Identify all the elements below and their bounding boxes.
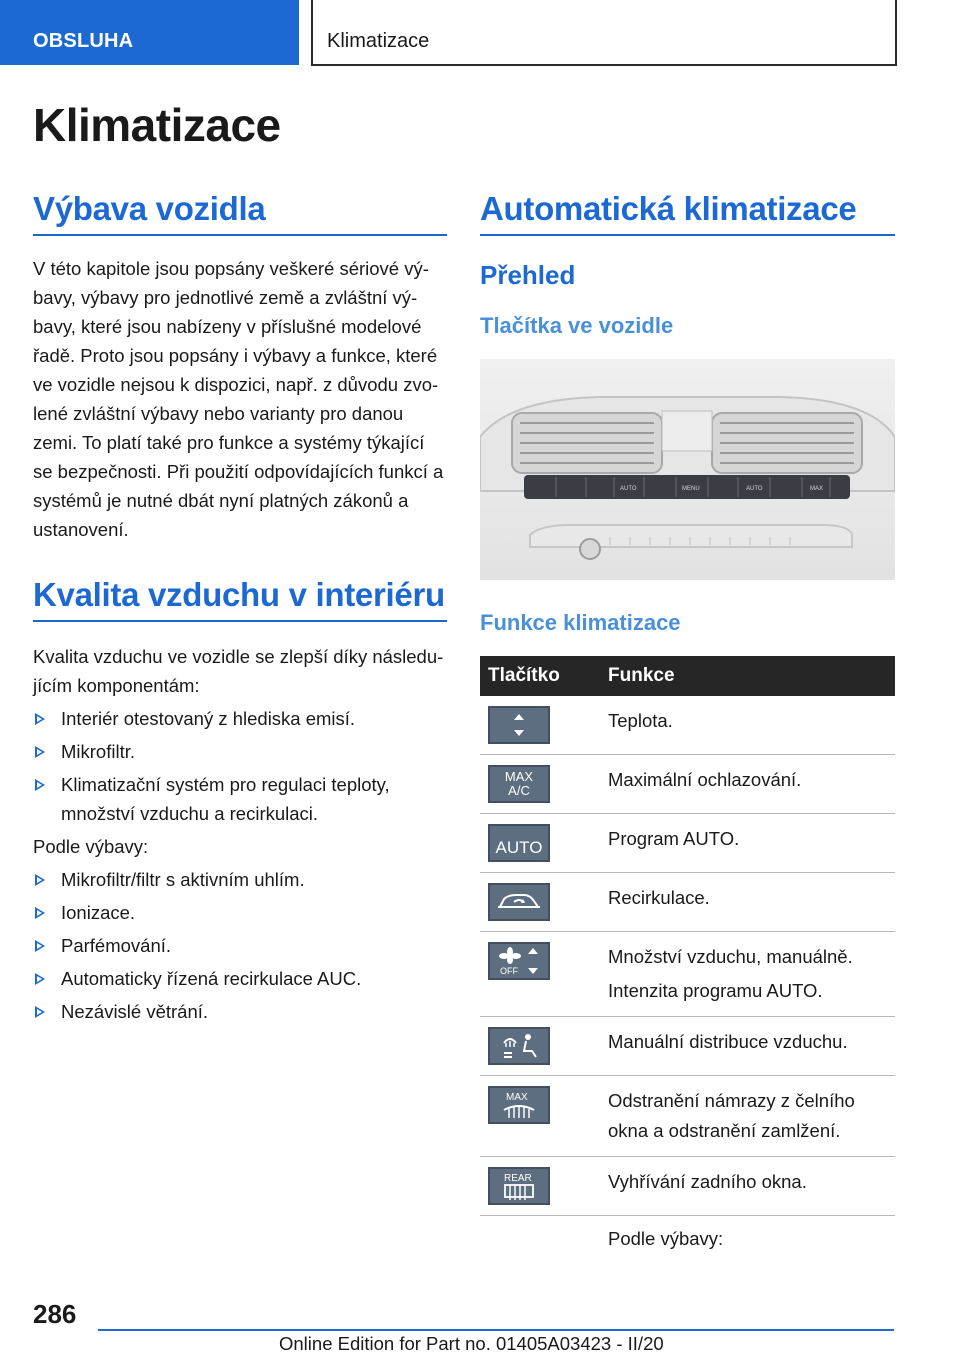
recirculation-icon [488,883,550,921]
function-text: Podle výbavy: [608,1228,724,1249]
section-heading-auto-climate: Automatická klimatizace [480,190,895,236]
function-text: Recirkulace. [600,873,895,932]
component-list [33,704,447,828]
bullet-triangle-icon [35,973,45,985]
text-line: systémů je nutné dbát nyní platných zákonů a [33,490,409,511]
functions-table [480,656,895,1264]
panel-label-max: MAX [810,486,824,492]
table-row [480,1076,895,1157]
list-item: Klimatizační systém pro regulaci teploty, množství vzduchu a recirkulaci. [33,770,447,828]
function-text: Maximální ochlazování. [600,755,895,814]
air-distribution-icon [488,1027,550,1065]
bullet-triangle-icon [35,746,45,758]
table-row [480,873,895,932]
by-equipment-label: Podle výbavy: [33,836,149,857]
bullet-triangle-icon [35,940,45,952]
svg-text:REAR: REAR [504,1173,532,1184]
right-column [480,190,895,1264]
bullet-triangle-icon [35,907,45,919]
bullet-triangle-icon [35,1006,45,1018]
table-row [480,1017,895,1076]
text-line: ve vozidle nejsou k dispozici, např. z důvodu zvo- [33,374,439,395]
panel-label-auto-1: AUTO [620,486,637,492]
air-quality-intro [33,642,447,700]
section-heading-air-quality: Kvalita vzduchu v interiéru [33,576,447,622]
svg-text:MAX: MAX [506,1092,528,1103]
column-header-button: Tlačítko [480,656,600,696]
rear-defrost-icon [488,1167,550,1205]
table-row [480,696,895,755]
buttons-heading: Tlačítka ve vozidle [480,313,674,338]
text-line: bavy, které jsou nabízeny v příslušné modelové [33,316,422,337]
overview-heading: Přehled [480,260,576,290]
function-text: Manuální distribuce vzduchu. [600,1017,895,1076]
svg-text:OFF: OFF [500,966,518,976]
table-row [480,932,895,1017]
dashboard-illustration [480,359,895,580]
text-line: ustanovení. [33,519,129,540]
text-line: se bezpečnosti. Při použití odpovídajících funkcí a [33,461,444,482]
function-text: Teplota. [600,696,895,755]
fan-off-icon [488,942,550,980]
list-item: Nezávislé větrání. [33,997,447,1026]
table-header-row [480,656,895,696]
text-line: V této kapitole jsou popsány veškeré sériové vý- [33,258,429,279]
max-defrost-icon [488,1086,550,1124]
section-tab [0,0,299,65]
bullet-triangle-icon [35,713,45,725]
chapter-tab [311,0,897,66]
section-heading-equipment: Výbava vozidla [33,190,447,236]
text-line: bavy, výbavy pro jednotlivé země a zvláštní vý- [33,287,418,308]
function-text: Odstranění námrazy z čelního okna a odstranění zamlžení. [600,1076,895,1157]
text-line: Kvalita vzduchu ve vozidle se zlepší díky následu- [33,646,444,667]
list-item: Interiér otestovaný z hlediska emisí. [33,704,447,733]
list-item: Ionizace. [33,898,447,927]
list-item: Parfémování. [33,931,447,960]
edition-note: Online Edition for Part no. 01405A03423 - II/20 [279,1333,664,1354]
function-text: Program AUTO. [600,814,895,873]
panel-label-menu: MENU [682,486,700,492]
equipment-paragraph [33,254,447,544]
panel-label-auto-2: AUTO [746,486,763,492]
left-column [33,190,447,1030]
functions-heading: Funkce klimatizace [480,610,681,635]
optional-list [33,865,447,1026]
text-line: jícím komponentám: [33,675,200,696]
function-text: Vyhřívání zadního okna. [600,1157,895,1216]
list-item: Mikrofiltr/filtr s aktivním uhlím. [33,865,447,894]
text-line: lené zvláštní výbavy nebo varianty pro danou [33,403,404,424]
function-text: Množství vzduchu, manuálně. Intenzita programu AUTO. [600,932,895,1017]
chapter-label: Klimatizace [327,30,430,52]
text-line: zemi. To platí také pro funkce a systémy týkající [33,432,425,453]
text-line: řadě. Proto jsou popsány i výbavy a funkce, které [33,345,438,366]
list-item: Mikrofiltr. [33,737,447,766]
page-number: 286 [33,1299,77,1329]
bullet-triangle-icon [35,779,45,791]
bullet-triangle-icon [35,874,45,886]
table-row [480,1157,895,1216]
table-row [480,755,895,814]
max-ac-icon: MAX A/C [488,765,550,803]
list-item: Automaticky řízená recirkulace AUC. [33,964,447,993]
table-row [480,814,895,873]
page-title: Klimatizace [33,99,281,151]
auto-icon: AUTO [488,824,550,862]
footer-divider [98,1329,894,1331]
table-row [480,1216,895,1265]
section-label: OBSLUHA [33,30,134,52]
column-header-function: Funkce [600,656,895,696]
temperature-arrows-icon [488,706,550,744]
control-panel-photo [480,359,895,580]
